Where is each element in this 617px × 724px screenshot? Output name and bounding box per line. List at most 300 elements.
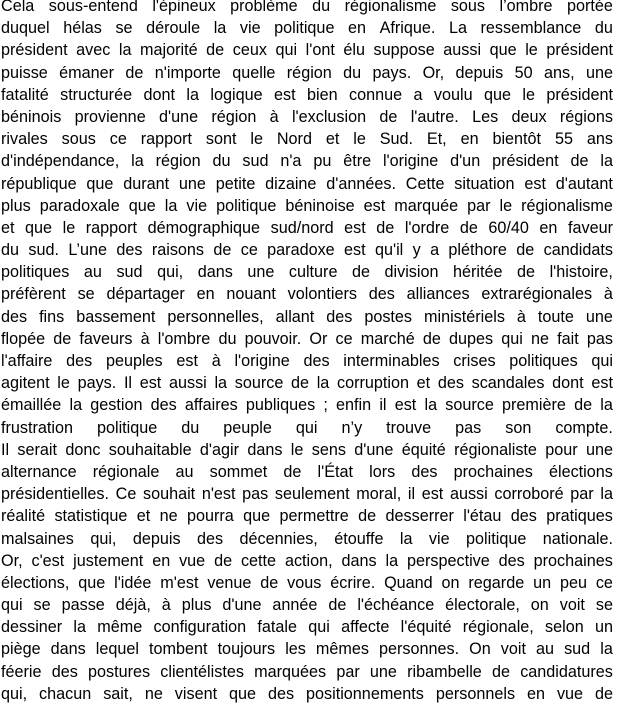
word: petite [215,174,256,193]
word: régionale, [462,618,534,637]
word: passe [61,596,105,615]
word: ceux [232,41,267,60]
word: regarde [468,573,525,592]
word: que [489,41,517,60]
word: la [118,41,132,60]
word: émaner [59,63,115,82]
word: préfèrent [1,285,66,304]
word: 55 [554,130,573,149]
word: sud [242,152,269,171]
word: postures [87,662,151,681]
word: un [533,573,552,592]
word: de [574,396,593,415]
word: paradoxale [39,196,120,215]
word: peuples [105,352,163,370]
word: est [591,374,613,393]
word: ressemblance [480,19,582,38]
word: politique [96,418,158,437]
word: candidatures [520,662,613,681]
word: des [303,352,330,370]
text-line [1,106,613,128]
word: de [516,241,535,260]
word: pays. [77,374,117,393]
word: de [594,684,613,703]
word: des [116,241,143,260]
word: rapport [85,218,138,237]
word: qui [1,596,23,615]
text-line [1,239,613,261]
word: le [62,218,76,237]
word: deux [511,107,547,126]
word: pas [586,329,613,348]
word: sous-entend [48,0,138,15]
word: est [344,241,366,260]
word: structurée [60,85,133,104]
word: peu [559,573,587,592]
word: toujours [217,640,276,659]
word: faveur [567,218,613,237]
word: d'une [354,440,394,459]
word: majorité [140,41,198,60]
text-line [1,594,613,616]
word: extrarégionales [481,285,593,304]
word: sud [564,640,591,659]
text-line [1,417,613,439]
word: élections [548,462,613,481]
text-line [1,261,613,283]
word: rivales [1,130,48,149]
word: d'un [450,152,481,171]
word: toute [537,307,574,326]
word: lors [369,462,396,481]
word: il [407,485,416,504]
word: la [600,152,613,171]
word: fatalité [1,85,49,104]
text-line [1,17,613,39]
word: pléthore [448,241,507,260]
word: sud. [28,241,59,260]
word: que [86,174,114,193]
word: pu [313,152,332,171]
word: d'années. [326,174,396,193]
word: n’y [341,418,363,437]
word: du [312,0,331,15]
word: que [25,218,53,237]
word: sud [116,263,143,282]
word: Les [472,107,499,126]
word: la [424,396,438,415]
word: ce [240,241,258,260]
text-line [1,483,613,505]
word: électorale, [445,596,520,615]
word: la [214,374,228,393]
word: duquel [1,19,50,38]
word: l'échéance [357,596,435,615]
word: aussi [443,41,482,60]
word: de [291,374,310,393]
word: bien [306,85,338,104]
word: qui [308,618,330,637]
word: république [1,174,77,193]
word: l'affaire [1,352,53,370]
word: que [243,507,271,526]
text-line [1,217,613,239]
word: politiques [509,352,578,370]
word: plus [1,196,31,215]
word: la [131,152,144,171]
word: et [416,374,431,393]
text-line [1,461,613,483]
word: pratiques [546,507,613,526]
word: n'est [201,485,236,504]
word: présidentielles. [1,485,109,504]
word: au [536,640,555,659]
word: au [83,263,102,282]
word: l'État [317,462,354,481]
word: division [384,263,439,282]
word: durant [123,174,170,193]
word: région [286,63,332,82]
word: en [152,551,171,570]
word: interminables [343,352,440,370]
word: situation [454,174,515,193]
word: d'agir [199,440,240,459]
word: clientélistes [160,662,244,681]
word: pas [242,485,269,504]
text-line [1,84,613,106]
word: des [510,507,537,526]
word: connue [348,85,403,104]
word: régionalisme [521,196,613,215]
word: publiques [245,396,316,415]
text-line [1,505,613,527]
word: en [539,218,558,237]
word: n'a [280,152,302,171]
word: sous [61,130,96,149]
word: le [499,196,513,215]
word: la [186,85,199,104]
word: le [522,85,535,104]
word: ministériels [423,307,505,326]
word: régions [559,107,613,126]
word: ; [323,396,328,415]
word: du [218,329,237,348]
word: des [267,684,295,703]
word: réalité [1,507,46,526]
word: 60/40 [488,218,529,237]
word: sont [205,130,237,149]
word: marquées [254,662,327,681]
word: dessiner [1,618,63,637]
word: la [69,396,83,415]
word: dans [247,440,283,459]
word: candidats [543,241,613,260]
word: l'ordre [404,218,450,237]
text-line [1,638,613,660]
word: ne [144,684,163,703]
word: problème [230,0,298,15]
word: écrire. [330,573,376,592]
word: depuis [455,63,504,82]
word: à [516,307,526,326]
word: l'étau [463,507,502,526]
word: une [585,307,613,326]
word: nationale. [542,529,613,548]
word: du [212,152,231,171]
word: il [379,396,387,415]
word: le [525,41,538,60]
word: suppose [373,41,435,60]
word: de [206,41,225,60]
word: bientôt [492,130,542,149]
word: alliances [406,285,470,304]
word: n'importe [154,63,221,82]
word: au [175,462,194,481]
word: malsaines [1,529,74,548]
word: voit [500,640,526,659]
word: personnels [435,684,516,703]
word: logique [210,85,263,104]
word: élections, [1,573,70,592]
word: a [413,85,423,104]
word: en [526,684,545,703]
word: du [594,19,613,38]
word: sait, [103,684,133,703]
word: par [336,662,360,681]
word: dans [341,551,377,570]
word: que [128,196,156,215]
word: du [343,63,362,82]
word: et [1,218,15,237]
word: tombent [149,640,208,659]
word: et [136,507,151,526]
word: quelle [232,63,276,82]
word: est [139,374,162,393]
word: pouvoir. [244,329,302,348]
word: L’une [68,241,108,260]
word: personnes. [379,640,460,659]
word: la [600,485,613,504]
word: départager [106,285,185,304]
word: décennies, [239,529,318,548]
word: des [51,662,78,681]
word: vous [287,573,322,592]
word: président [1,41,68,60]
word: corroboré [494,485,564,504]
word: par [467,196,491,215]
word: que [78,573,106,592]
word: le [57,374,70,393]
word: raisons [151,241,205,260]
word: Il [1,440,10,459]
word: Or, [1,551,23,570]
word: des [437,374,464,393]
word: sens [311,440,346,459]
word: aussi [168,374,207,393]
word: année [272,596,318,615]
word: personnelles, [167,307,264,326]
word: à [140,329,150,348]
word: source [234,374,284,393]
word: la [164,196,178,215]
word: vie [239,19,261,38]
word: féerie [1,662,42,681]
word: dizaine [265,174,317,193]
word: prochaines [453,462,533,481]
word: est [524,174,546,193]
word: une [585,440,613,459]
word: le [290,440,304,459]
word: aussi [449,485,488,504]
word: l'histoire, [549,263,613,282]
word: affaires [184,396,238,415]
word: Or [309,329,328,348]
text-line [1,528,613,550]
word: même [97,618,143,637]
word: gestion [90,396,143,415]
word: de [459,218,478,237]
word: alternance [1,462,77,481]
text-line [1,150,613,172]
word: seulement [274,485,350,504]
word: régionale [92,462,160,481]
word: équité [401,440,446,459]
word: on [441,573,460,592]
word: que [229,684,257,703]
word: action, [284,551,333,570]
word: en [348,19,367,38]
word: et [325,130,340,149]
word: régionaliste [454,440,537,459]
word: de [422,329,441,348]
word: une [369,662,397,681]
word: cette [240,551,277,570]
word: régionalisme [344,0,437,15]
word: peuple [223,418,272,437]
word: des [150,396,177,415]
word: étouffe [334,529,384,548]
word: scandales [471,374,545,393]
word: est [176,352,198,370]
word: pour [545,440,578,459]
word: est [363,196,386,215]
word: vue [179,551,206,570]
word: chacun [39,684,92,703]
word: qui, [157,263,184,282]
word: en [196,285,215,304]
word: configuration [153,618,247,637]
word: qui [295,418,318,437]
word: qui [501,329,523,348]
word: corruption [336,374,409,393]
word: m'est [160,573,199,592]
word: le [353,130,366,149]
word: se [77,285,95,304]
word: de [214,551,233,570]
word: dans [197,263,233,282]
word: marché [360,329,415,348]
word: a [430,241,440,260]
word: puisse [1,63,48,82]
word: perspective [406,551,490,570]
word: ce [595,573,613,592]
word: l'autre. [410,107,459,126]
word: une [247,263,275,282]
word: postes [364,307,413,326]
word: dupes [449,329,494,348]
word: une [585,63,613,82]
word: être [343,152,372,171]
word: crises [453,352,496,370]
word: Ce [115,485,137,504]
word: qui [591,352,613,370]
word: de [358,507,377,526]
word: souhaitable [108,440,192,459]
word: la [213,19,227,38]
word: l’ombre [499,0,553,15]
word: élu [343,41,365,60]
word: l'équité [400,618,452,637]
word: hélas [63,19,102,38]
word: de [125,63,144,82]
word: est [344,218,366,237]
word: positionnements [306,684,424,703]
word: fins [39,307,65,326]
word: l'origine [382,152,439,171]
word: de [283,462,302,481]
word: moral, [356,485,402,504]
word: frustration [1,418,73,437]
word: la [316,374,330,393]
word: qu'il [374,241,404,260]
word: de [517,263,536,282]
word: allant [275,307,315,326]
word: l'épineux [152,0,216,15]
word: de [53,329,72,348]
word: de [260,573,279,592]
word: ne [530,329,549,348]
word: héritée [453,263,503,282]
word: Et, [426,130,447,149]
word: d'une [158,107,199,126]
word: de [491,662,510,681]
word: permettre [279,507,349,526]
word: le [250,130,263,149]
word: faveurs [79,329,133,348]
word: l'ombre [157,329,211,348]
text-line [1,350,613,372]
word: qui, [1,684,28,703]
word: paradoxe [267,241,335,260]
word: des [411,462,438,481]
word: d'indépendance, [1,152,120,171]
word: de [328,596,347,615]
word: à [269,107,279,126]
word: visent [174,684,218,703]
word: Sud. [379,130,414,149]
word: les [285,640,306,659]
word: émaillée [1,396,62,415]
word: des [368,285,395,304]
word: se [595,596,613,615]
word: région [155,152,201,171]
word: la [399,529,413,548]
word: Afrique. [379,19,436,38]
word: politique [216,196,277,215]
word: mêmes [315,640,369,659]
word: bassement [76,307,156,326]
word: affecte [341,618,390,637]
